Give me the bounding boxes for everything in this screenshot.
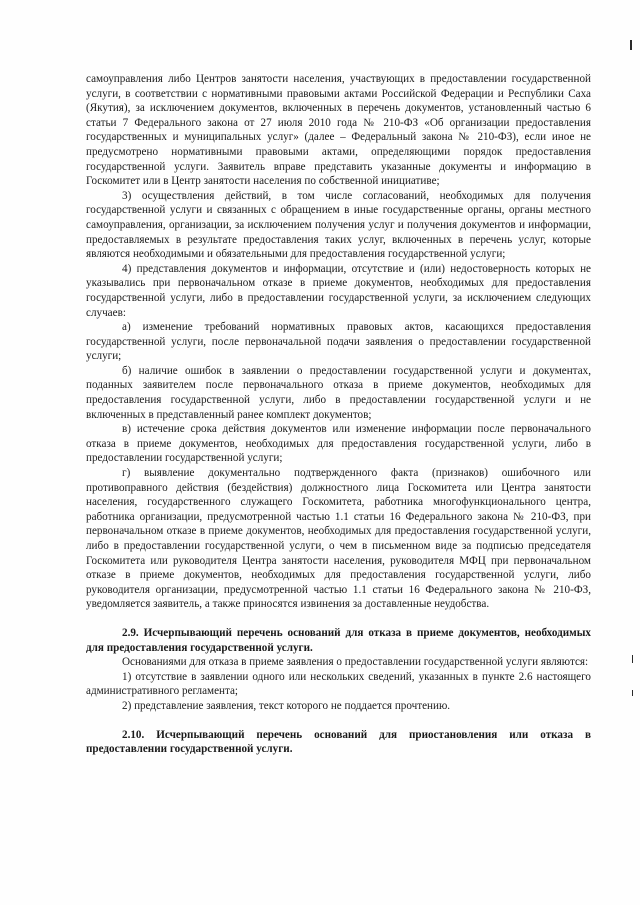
paragraph-item-3: 3) осуществления действий, в том числе согласований, необходимых для получения государственной услуги и связанных с обращением в иные государственные органы, органы местного самоуправления, организации, за исключением получения услуг и получения документов и информации, предоставляемых в результате предоставления таких услуг, включенных в перечень услуг, которые являются необходимыми и обязательными для предоставления государственной услуги; [86, 189, 591, 261]
section-heading-2-9: 2.9. Исчерпывающий перечень оснований для отказа в приеме документов, необходимых для предоставления государственной услуги. [86, 626, 591, 654]
paragraph-intro: самоуправления либо Центров занятости населения, участвующих в предоставлении государственной услуги, в соответствии с нормативными правовыми актами Российской Федерации и Республики Саха (Якутия), за исключением документов, включенных в перечень документов, установленный частью 6 статьи 7 Федерального закона от 27 июля 2010 года № 210-ФЗ «Об организации предоставления государственных и муниципальных услуг» (далее – Федеральный закона № 210-ФЗ), если иное не предусмотрено нормативными правовыми актами, определяющими порядок предоставления государственной услуги. Заявитель вправе представить указанные документы и информацию в Госкомитет или в Центр занятости населения по собственной инициативе; [86, 73, 591, 188]
section-heading-2-10: 2.10. Исчерпывающий перечень оснований для приостановления или отказа в предоставлении государственной услуги. [86, 728, 591, 756]
paragraph-grounds-intro: Основаниями для отказа в приеме заявления о предоставлении государственной услуги являются: [122, 656, 589, 669]
paragraph-item-v: в) истечение срока действия документов или изменение информации после первоначального отказа в приеме документов, необходимых для предоставления государственной услуги, либо в предоставлении государственной услуги; [86, 423, 591, 465]
paragraph-item-a: а) изменение требований нормативных правовых актов, касающихся предоставления государственной услуги, после первоначальной подачи заявления о предоставлении государственной услуги; [86, 321, 591, 363]
section-gap [86, 714, 591, 728]
paragraph-ground-2: 2) представление заявления, текст которого не поддается прочтению. [122, 699, 451, 712]
paragraph-ground-1: 1) отсутствие в заявлении одного или нескольких сведений, указанных в пункте 2.6 настоящего административного регламента; [86, 670, 591, 698]
section-gap [86, 612, 591, 626]
scan-mark-right [632, 655, 633, 663]
paragraph-item-4: 4) представления документов и информации, отсутствие и (или) недостоверность которых не указывались при первоначальном отказе в приеме документов, необходимых для предоставления государственной услуги, либо в предоставлении государственной услуги, за исключением следующих случаев: [86, 262, 591, 319]
paragraph-item-b: б) наличие ошибок в заявлении о предоставлении государственной услуги и документах, поданных заявителем после первоначального отказа в приеме документов, необходимых для предоставления государственной услуги, либо в предоставлении государственной услуги и не включенных в представленный ранее комплект документов; [86, 364, 591, 421]
scan-mark-top [630, 40, 632, 50]
paragraph-item-g: г) выявление документально подтвержденного факта (признаков) ошибочного или противоправного действия (бездействия) должностного лица Госкомитета или Центра занятости населения, государственного служащего Госкомитета, работника многофункционального центра, работника организации, предусмотренной частью 1.1 статьи 16 Федерального закона № 210-ФЗ, при первоначальном отказе в приеме документов, необходимых для предоставления государственной услуги, либо в предоставлении государственной услуги, о чем в письменном виде за подписью председателя Госкомитета или руководителя Центра занятости населения, руководителя МФЦ при первоначальном отказе в приеме документов, необходимых для предоставления государственной услуги, либо руководителя организации, предусмотренной частью 1.1 статьи 16 Федерального закона № 210-ФЗ, уведомляется заявитель, а также приносятся извинения за доставленные неудобства. [86, 467, 591, 611]
document-body [86, 72, 591, 757]
scan-mark-right-2 [632, 690, 633, 696]
